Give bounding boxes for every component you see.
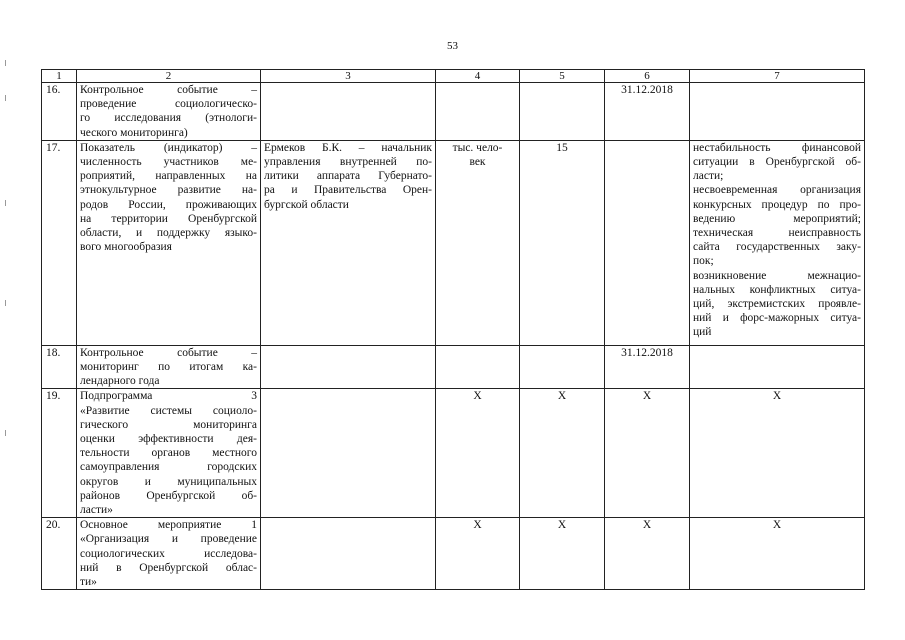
scan-edge-mark [5, 60, 6, 66]
event-name-cell [77, 389, 261, 518]
text-line: Контрольное событие – [80, 84, 257, 96]
responsible-cell [261, 345, 436, 389]
unit-cell [436, 389, 520, 518]
row-number-cell: 20. [42, 518, 77, 590]
value-cell [520, 345, 605, 389]
text-line: Показатель (индикатор) – [80, 141, 257, 154]
risks-cell [690, 345, 865, 389]
row-number-cell: 17. [42, 140, 77, 345]
table-row [42, 389, 865, 518]
page-number: 53 [447, 40, 458, 52]
text-line: на территории Оренбургской [80, 212, 257, 225]
text-line: ний в Оренбургской облас- [80, 561, 257, 574]
column-number-cell: 7 [690, 70, 865, 83]
table-body [42, 83, 865, 590]
unit-cell [436, 518, 520, 590]
text-line: районов Оренбургской об- [80, 489, 257, 502]
responsible-cell [261, 518, 436, 590]
text-line: социологических исследова- [80, 547, 257, 560]
text-line: техническая неисправность [693, 227, 861, 240]
responsible-cell [261, 389, 436, 518]
text-line: ситуации в Оренбургской об- [693, 156, 861, 169]
date-cell: 31.12.2018 [605, 83, 690, 141]
text-line: тыс. чело- [452, 141, 503, 154]
text-line: вого многообразия [80, 241, 172, 254]
text-line: Х [772, 519, 782, 532]
row-number-cell: 19. [42, 389, 77, 518]
text-line: Х [772, 390, 782, 403]
date-cell: Х [605, 389, 690, 518]
value-cell [520, 83, 605, 141]
scan-edge-mark [5, 200, 6, 206]
text-line: ний и форс-мажорных ситуа- [693, 312, 861, 325]
responsible-cell [261, 83, 436, 141]
text-line: лендарного года [80, 375, 160, 388]
text-line: управления внутренней по- [264, 156, 432, 169]
date-cell: Х [605, 518, 690, 590]
date-cell: 31.12.2018 [605, 345, 690, 389]
text-line: Ермеков Б.К. – начальник [264, 141, 432, 154]
risks-cell [690, 140, 865, 345]
text-line: конкурсных процедур по про- [693, 198, 861, 211]
text-line: численность участников ме- [80, 156, 257, 169]
indicators-table [41, 69, 865, 590]
column-number-cell: 5 [520, 70, 605, 83]
column-number-cell: 2 [77, 70, 261, 83]
text-line: ций [693, 326, 712, 339]
table-row [42, 83, 865, 141]
text-line: ласти» [80, 504, 113, 517]
unit-cell [436, 345, 520, 389]
risks-cell [690, 518, 865, 590]
scan-edge-mark [5, 430, 6, 436]
text-line: ций, экстремистских проявле- [693, 298, 861, 311]
text-line: нальных конфликтных ситуа- [693, 283, 861, 296]
text-line: Основное мероприятие 1 [80, 519, 257, 532]
value-cell: 15 [520, 140, 605, 345]
event-name-cell [77, 140, 261, 345]
column-number-cell: 6 [605, 70, 690, 83]
text-line: го исследования (этнологи- [80, 112, 257, 125]
text-line: округов и муниципальных [80, 475, 257, 488]
risks-cell [690, 83, 865, 141]
value-cell: Х [520, 389, 605, 518]
text-line: мониторинг по итогам ка- [80, 361, 257, 374]
text-line: пок; [693, 255, 714, 268]
column-number-cell: 4 [436, 70, 520, 83]
text-line: ческого мониторинга) [80, 126, 188, 139]
text-line: роприятий, направленных на [80, 170, 257, 183]
text-line: век [469, 156, 486, 169]
date-cell [605, 140, 690, 345]
text-line: ти» [80, 576, 97, 589]
text-line: оценки эффективности дея- [80, 433, 257, 446]
text-line: проведение социологическо- [80, 98, 257, 111]
text-line: области, и поддержку языко- [80, 227, 257, 240]
text-line: Х [473, 390, 482, 403]
risks-cell [690, 389, 865, 518]
text-line: Контрольное событие – [80, 346, 257, 359]
text-line: этнокультурное развитие на- [80, 184, 257, 197]
responsible-cell [261, 140, 436, 345]
column-numbers-row [42, 70, 865, 83]
event-name-cell [77, 83, 261, 141]
text-line: ласти; [693, 170, 724, 183]
text-line: возникновение межнацио- [693, 269, 861, 282]
event-name-cell [77, 518, 261, 590]
text-line: самоуправления городских [80, 461, 257, 474]
text-line: тельности органов местного [80, 447, 257, 460]
text-line: Подпрограмма 3 [80, 390, 257, 403]
text-line: гического мониторинга [80, 418, 257, 431]
text-line: «Организация и проведение [80, 533, 257, 546]
table-row [42, 140, 865, 345]
text-line: сайта государственных заку- [693, 241, 861, 254]
scan-edge-mark [5, 300, 6, 306]
text-line: ра и Правительства Орен- [264, 184, 432, 197]
text-line: родов России, проживающих [80, 198, 257, 211]
table-row [42, 345, 865, 389]
row-number-cell: 16. [42, 83, 77, 141]
unit-cell [436, 140, 520, 345]
text-line: ведению мероприятий; [693, 212, 861, 225]
row-number-cell: 18. [42, 345, 77, 389]
text-line: бургской области [264, 198, 349, 211]
text-line: литики аппарата Губернато- [264, 170, 432, 183]
unit-cell [436, 83, 520, 141]
column-number-cell: 1 [42, 70, 77, 83]
text-line: «Развитие системы социоло- [80, 404, 257, 417]
text-line: несвоевременная организация [693, 184, 861, 197]
scan-edge-mark [5, 95, 6, 101]
event-name-cell [77, 345, 261, 389]
text-line: нестабильность финансовой [693, 141, 861, 154]
text-line: Х [473, 519, 482, 532]
column-number-cell: 3 [261, 70, 436, 83]
value-cell: Х [520, 518, 605, 590]
table-row [42, 518, 865, 590]
